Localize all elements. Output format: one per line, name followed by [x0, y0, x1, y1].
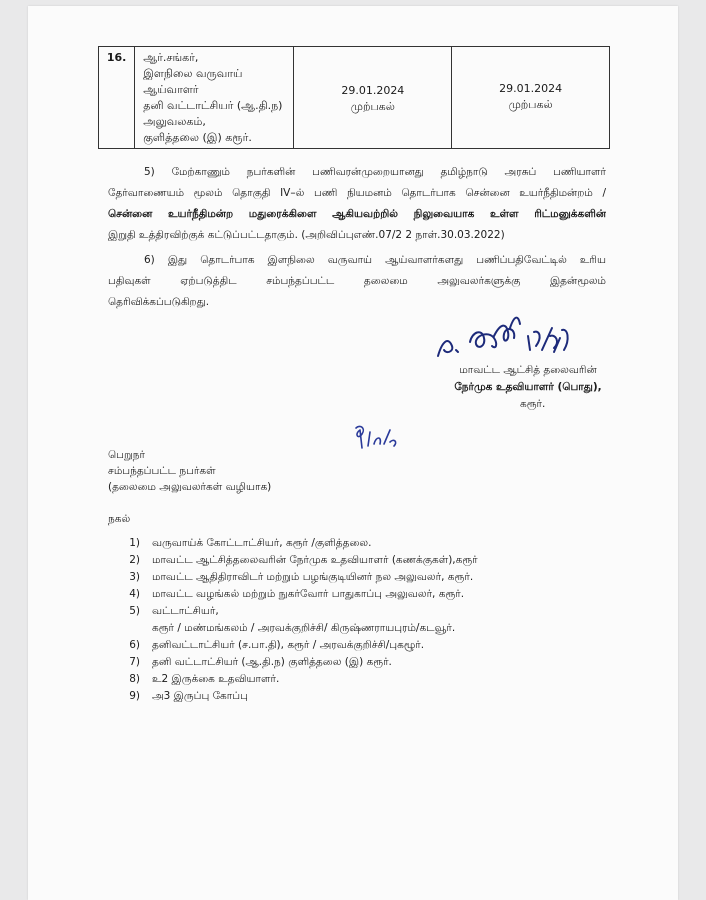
- recipients-heading: பெறுநர்: [108, 449, 145, 461]
- signature-place: கரூர்.: [520, 398, 546, 410]
- table-row: [99, 47, 610, 149]
- list-item-continuation: கரூர் / மண்மங்கலம் / அரவக்குறிச்சி/ கிருஷ்ணராயபுரம்/கடவூர்.: [152, 622, 456, 634]
- list-item: 3) மாவட்ட ஆதிதிராவிடர் மற்றும் பழங்குடியினர் நல அலுவலர், கரூர்.: [129, 571, 474, 583]
- recipients-line: சம்பந்தப்பட்ட நபர்கள்: [108, 465, 216, 477]
- time-value: முற்பகல்: [350, 100, 395, 113]
- para-line: 5) மேற்காணும் நபர்களின் பணிவரன்முறையானது தமிழ்நாடு அரசுப் பணியாளர்: [144, 166, 606, 178]
- joined-date-cell: [452, 47, 610, 149]
- name-line: குளித்தலை (இ) கரூர்.: [143, 131, 252, 144]
- appointment-table: [98, 46, 610, 149]
- time-value: முற்பகல்: [508, 98, 553, 111]
- para-line: தெரிவிக்கப்படுகிறது.: [108, 296, 210, 308]
- para-line: தேர்வாணையம் மூலம் தொகுதி IV–ல் பணி நியமனம் தொடர்பாக சென்னை உயர்நீதிமன்றம் /: [108, 187, 606, 199]
- designation-line-2: நேர்முக உதவியாளர் (பொது),: [454, 381, 602, 393]
- list-item: 7) தனி வட்டாட்சியர் (ஆ.தி.ந) குளித்தலை (இ) கரூர்.: [129, 656, 392, 668]
- list-item: 6) தனிவட்டாட்சியர் (ச.பா.தி), கரூர் / அரவக்குறிச்சி/புகழூர்.: [129, 639, 425, 651]
- signature-block: [428, 362, 628, 413]
- recipients-block: [108, 447, 271, 495]
- relieved-date-cell: [294, 47, 452, 149]
- employee-details-cell: [135, 47, 294, 149]
- list-item: 1) வருவாய்க் கோட்டாட்சியர், கரூர் /குளித்தலை.: [129, 537, 372, 549]
- name-line: தனி வட்டாட்சியர் (ஆ.தி.ந): [143, 99, 283, 112]
- date-value: 29.01.2024: [499, 82, 563, 95]
- document-page: [28, 6, 678, 900]
- copies-block: [108, 513, 478, 705]
- name-line: அலுவலகம்,: [143, 115, 206, 128]
- handwritten-initials: [350, 422, 400, 452]
- recipients-line: (தலைமை அலுவலர்கள் வழியாக): [108, 481, 272, 493]
- date-value: 29.01.2024: [341, 84, 405, 97]
- list-item: 8) உ2 இருக்கை உதவியாளர்.: [129, 673, 280, 685]
- name-line: ஆர்.சங்கர்,: [143, 51, 199, 64]
- paragraph-6: [108, 250, 606, 313]
- serial-number-cell: 16.: [99, 47, 135, 149]
- list-item: 4) மாவட்ட வழங்கல் மற்றும் நுகர்வோர் பாதுகாப்பு அலுவலர், கரூர்.: [129, 588, 465, 600]
- para-line: பதிவுகள் ஏற்படுத்திட சம்பந்தப்பட்ட தலைமை அலுவலர்களுக்கு இதன்மூலம்: [108, 275, 606, 287]
- list-item: 9) அ3 இருப்பு கோப்பு: [129, 690, 248, 702]
- para-line: இறுதி உத்திரவிற்குக் கட்டுப்பட்டதாகும். (அறிவிப்புஎண்.07/2 2 நாள்.30.03.2022): [108, 229, 505, 241]
- paragraph-5: [108, 162, 606, 246]
- handwritten-signature: [430, 306, 580, 364]
- designation-line-1: மாவட்ட ஆட்சித் தலைவரின்: [459, 364, 597, 376]
- list-item: 2) மாவட்ட ஆட்சித்தலைவரின் நேர்முக உதவியாளர் (கணக்குகள்),கரூர்: [129, 554, 478, 566]
- name-line: ஆய்வாளர்: [143, 83, 199, 96]
- list-item: 5) வட்டாட்சியர்,: [129, 605, 219, 617]
- copies-heading: நகல்: [108, 513, 131, 525]
- para-line: சென்னை உயர்நீதிமன்ற மதுரைக்கிளை ஆகியவற்றில் நிலுவையாக உள்ள ரிட்மனுக்களின்: [108, 208, 606, 220]
- name-line: இளநிலை வருவாய்: [143, 67, 243, 80]
- para-line: 6) இது தொடர்பாக இளநிலை வருவாய் ஆய்வாளர்களது பணிப்பதிவேட்டில் உரிய: [144, 254, 606, 266]
